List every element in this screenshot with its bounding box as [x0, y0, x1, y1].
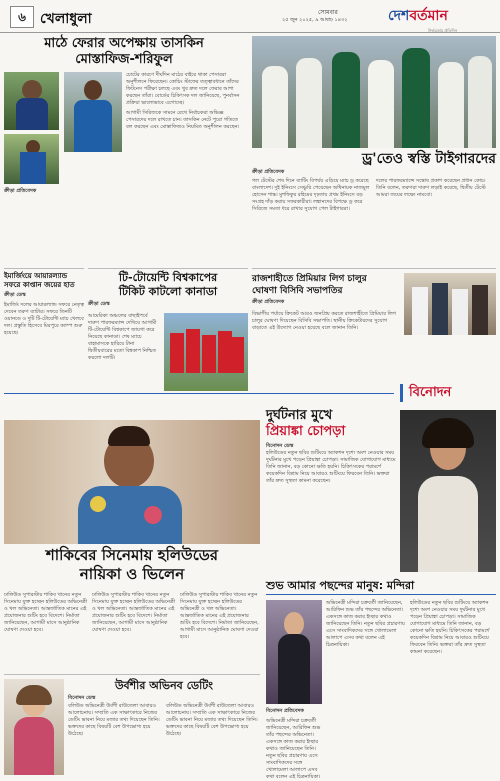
pacers-headline-1: মাঠে ফেরার অপেক্ষায় তাসকিন: [44, 36, 204, 51]
photo-urvashi: [4, 679, 64, 775]
header-date: ২৫ জুন ২০২৫, ৯ আষাঢ় ১৪৩২: [282, 17, 348, 23]
pacers-body-p2: আগামী সিরিজকে সামনে রেখে নির্বাচকরা অভিজ্ঞ পেসারদের দলে রাখতে চান। তাসকিন নেটে পুরো গতিতে বল করছেন এবং মোস্তাফিজও নিয়মিত অনুশীলন করছেন।: [126, 110, 240, 130]
story-urvashi: [4, 674, 260, 775]
page-number: ৬: [10, 6, 34, 28]
section-name: খেলাধুলা: [40, 11, 92, 27]
draw-body-2: দলের পারফরম্যান্সে সন্তোষ প্রকাশ করেছেন প্রধান কোচ। তিনি বলেন, তরুণরা দারুণ লড়াই করেছে, দ্বিতীয় টেস্টে আমরা জয়ের লক্ষ্যে নামবো।: [376, 178, 486, 198]
shakib-body-col2: ঢালিউড সুপারস্টার শাকিব খানের নতুন সিনেমায় যুক্ত হচ্ছেন হলিউডের অভিনেত্রী ও খল অভিনেতা। আন্তর্জাতিক মানের এই প্রযোজনার শুটিং হবে বিদেশে। নির্মাতা জানিয়েছেন, আগামী মাসে আনুষ্ঠানিক ঘোষণা দেওয়া হবে।: [92, 592, 176, 633]
canada-headline-1: টি-টোয়েন্টি বিশ্বকাপের: [118, 271, 218, 284]
story-pacers: [4, 36, 244, 268]
entertainment-section-bar: [400, 384, 499, 402]
photo-shakib-khan: [4, 420, 260, 544]
draw-headline: ড্র'তেও স্বস্তি টাইগারদের: [362, 151, 496, 167]
story-ireland: [4, 268, 84, 439]
shakib-body-col1: ঢালিউড সুপারস্টার শাকিব খানের নতুন সিনেমায় যুক্ত হচ্ছেন হলিউডের অভিনেত্রী ও খল অভিনেতা। আন্তর্জাতিক মানের এই প্রযোজনার শুটিং হবে বিদেশে। নির্মাতা জানিয়েছেন, আগামী মাসে আনুষ্ঠানিক ঘোষণা দেওয়া হবে।: [4, 592, 88, 633]
canada-byline: ক্রীড়া ডেস্ক: [88, 301, 110, 307]
photo-pacer-portrait: [64, 72, 122, 152]
pacers-body: [126, 72, 242, 232]
shakib-headline-1: শাকিবের সিনেমায় হলিউডের: [45, 546, 219, 564]
brand-left: দেশ: [388, 8, 410, 24]
shakib-body-col3: ঢালিউড সুপারস্টার শাকিব খানের নতুন সিনেমায় যুক্ত হচ্ছেন হলিউডের অভিনেত্রী ও খল অভিনেতা। আন্তর্জাতিক মানের এই প্রযোজনার শুটিং হবে বিদেশে। নির্মাতা জানিয়েছেন, আগামী মাসে আনুষ্ঠানিক ঘোষণা দেওয়া হবে।: [180, 592, 259, 640]
urvashi-body-2: বলিউড অভিনেত্রী উর্বশী রাউতেলা আবারও আলোচনায়। সম্প্রতি এক সাক্ষাৎকারে নিজের ডেটিং ভাবনা নিয়ে মজার তথ্য দিয়েছেন তিনি। ভক্তদের কাছে বিষয়টি বেশ উপভোগ্য হয়ে উঠেছে।: [166, 703, 258, 737]
mondira-byline: বিনোদন প্রতিবেদক: [266, 708, 304, 714]
photo-pacer-bowling: [4, 134, 59, 184]
priyanka-body: হলিউডের নতুন ছবির শুটিংয়ে অ্যাকশন দৃশ্যে অংশ নেওয়ার সময় দুর্ঘটনার মুখে পড়েন প্রিয়াঙ্কা চোপড়া। সামাজিক যোগাযোগ মাধ্যমে তিনি জানান, বড় কোনো ক্ষতি হয়নি। চিকিৎসকের পরামর্শে কয়েকদিন বিশ্রাম নিয়ে আবারও শুটিংয়ে ফিরবেন তিনি। ভক্তরা তাঁর দ্রুত সুস্থতা কামনা করেছেন।: [266, 450, 396, 484]
brand-tagline: নির্ভরতার প্রতিদিন: [428, 28, 458, 33]
entertainment-section-title: বিনোদন: [409, 385, 452, 400]
draw-body-1: গল টেস্টের শেষ দিনে ব্যাটিং বিপর্যয় এড়িয়ে ম্যাচ ড্র করেছে বাংলাদেশ। দুই ইনিংসে সেঞ্চুরি পেয়েছেন অধিনায়ক নাজমুল হোসেন শান্ত। মুশফিকুর রহিমের দৃঢ়তায় প্রথম ইনিংসে বড় সংগ্রহ দাঁড় করায় সফরকারীরা। লঙ্কানদের বিপক্ষে ড্র করে সিরিজে সমতা ধরে রাখার সুযোগ পেল টাইগাররা।: [252, 178, 370, 212]
ireland-byline: ক্রীড়া ডেস্ক: [4, 292, 26, 298]
story-canada: [88, 268, 248, 439]
premier-body: বিভাগীয় পর্যায়ে ক্রিকেট আরও জনপ্রিয় করতে রাজশাহীতে প্রিমিয়ার লিগ চালুর ঘোষণা দিয়েছেন বিসিবি সভাপতি। স্থানীয় ক্রিকেটারদের সুযোগ বাড়াতে এই উদ্যোগ নেওয়া হয়েছে বলে জানান তিনি।: [252, 311, 396, 331]
shakib-headline-2: নায়িকা ও ভিলেন: [79, 565, 185, 583]
draw-byline: ক্রীড়া প্রতিবেদক: [252, 169, 285, 175]
story-shakib-body: [4, 592, 260, 672]
premier-byline: ক্রীড়া প্রতিবেদক: [252, 299, 285, 305]
shakib-headline: [4, 546, 260, 586]
photo-bcb-event: [404, 273, 496, 335]
story-draw: [252, 150, 496, 268]
ireland-body: ইমার্জিং দলের আয়ারল্যান্ড সফরে নেতৃত্ব দেবেন তরুণ ব্যাটার। সফরে তিনটি ওয়ানডে ও দুটি টি-টোয়েন্টি ম্যাচ খেলবে দল। প্রস্তুতি হিসেবে মিরপুরে ক্যাম্প শুরু হয়েছে।: [4, 302, 84, 336]
priyanka-byline: বিনোদন ডেস্ক: [266, 443, 294, 449]
mondira-body-2: অভিনেত্রী মন্দিরা চক্রবর্তী জানিয়েছেন, আরিফিন শুভ তাঁর পছন্দের অভিনেতা। একসঙ্গে কাজ করার ইচ্ছার কথাও জানিয়েছেন তিনি। নতুন ছবির প্রচারণায় এসে সাংবাদিকদের সঙ্গে খোলামেলা আলাপে এসব কথা বলেন এই চিত্রনায়িকা।: [266, 718, 321, 780]
photo-pacer-training: [4, 72, 59, 130]
mondira-body-1: অভিনেত্রী মন্দিরা চক্রবর্তী জানিয়েছেন, আরিফিন শুভ তাঁর পছন্দের অভিনেতা। একসঙ্গে কাজ করার ইচ্ছার কথাও জানিয়েছেন তিনি। নতুন ছবির প্রচারণায় এসে সাংবাদিকদের সঙ্গে খোলামেলা আলাপে এসব কথা বলেন এই চিত্রনায়িকা।: [326, 600, 405, 648]
photo-tigers-celebration: [252, 36, 496, 148]
canada-headline-2: টিকিট কাটলো কানাডা: [118, 285, 218, 298]
premier-headline-1: রাজশাহীতে প্রিমিয়ার লিগ চালুর: [252, 274, 367, 284]
priyanka-headline-2: প্রিয়াঙ্কা চোপড়া: [266, 424, 346, 439]
story-priyanka: [266, 404, 496, 574]
urvashi-body-1: বলিউড অভিনেত্রী উর্বশী রাউতেলা আবারও আলোচনায়। সম্প্রতি এক সাক্ষাৎকারে নিজের ডেটিং ভাবনা নিয়ে মজার তথ্য দিয়েছেন তিনি। ভক্তদের কাছে বিষয়টি বেশ উপভোগ্য হয়ে উঠেছে।: [68, 703, 160, 737]
mondira-body-3: হলিউডের নতুন ছবির শুটিংয়ে অ্যাকশন দৃশ্যে অংশ নেওয়ার সময় দুর্ঘটনার মুখে পড়েন প্রিয়াঙ্কা চোপড়া। সামাজিক যোগাযোগ মাধ্যমে তিনি জানান, বড় কোনো ক্ষতি হয়নি। চিকিৎসকের পরামর্শে কয়েকদিন বিশ্রাম নিয়ে আবারও শুটিংয়ে ফিরবেন তিনি। ভক্তরা তাঁর দ্রুত সুস্থতা কামনা করেছেন।: [410, 600, 490, 655]
premier-headline-2: ঘোষণা বিসিবি সভাপতির: [252, 286, 343, 296]
story-mondira: [266, 578, 496, 780]
pacers-headline-2: মোস্তাফিজ-শরিফুল: [75, 52, 173, 67]
urvashi-byline: বিনোদন ডেস্ক: [68, 695, 96, 701]
canada-body: আমেরিকা অঞ্চলের বাছাইপর্বে দারুণ পারফরম্যান্স দেখিয়ে আগামী টি-টোয়েন্টি বিশ্বকাপে জায়গা করে নিয়েছে কানাডা। শেষ ম্যাচে বাহামাসকে হারিয়ে টানা দ্বিতীয়বারের মতো বিশ্বকাপ নিশ্চিত করলো দলটি।: [88, 313, 157, 361]
brand-right: বর্তমান: [409, 8, 448, 24]
photo-mondira: [266, 600, 322, 704]
ireland-headline: ইমার্জিংয়ে আয়ারল্যান্ড সফরে কাপ্তান জয়ের হাত: [4, 272, 75, 289]
photo-priyanka-chopra: [400, 410, 496, 572]
brand-logo: [388, 4, 494, 33]
mondira-headline: শুভ আমার পছন্দের মানুষ: মন্দিরা: [266, 578, 496, 595]
priyanka-headline-1: দুর্ঘটনার মুখে: [266, 408, 333, 423]
page-header: [0, 0, 500, 33]
pacers-byline: ক্রীড়া প্রতিবেদক: [4, 188, 37, 194]
entertainment-rule: [4, 393, 394, 394]
urvashi-headline: উর্বশীর অভিনব ডেটিং: [114, 679, 214, 692]
story-premier: [252, 268, 496, 381]
photo-canada-team: [164, 313, 248, 391]
header-day: সোমবার: [318, 9, 338, 16]
pacers-body-p1: চোটের কারণে দীর্ঘদিন মাঠের বাইরে থাকা পেসাররা অনুশীলনে ফিরেছেন। কোচিং স্টাফের তত্ত্বাবধানে তাঁদের ফিটনেস পরীক্ষা চলছে এবং খুব দ্রুত দলে ফেরার আশা করছেন তাঁরা। বোর্ডের চিকিৎসক দল জানিয়েছে, পুনর্বাসন প্রক্রিয়া ভালোভাবে এগোচ্ছে।: [126, 72, 240, 106]
